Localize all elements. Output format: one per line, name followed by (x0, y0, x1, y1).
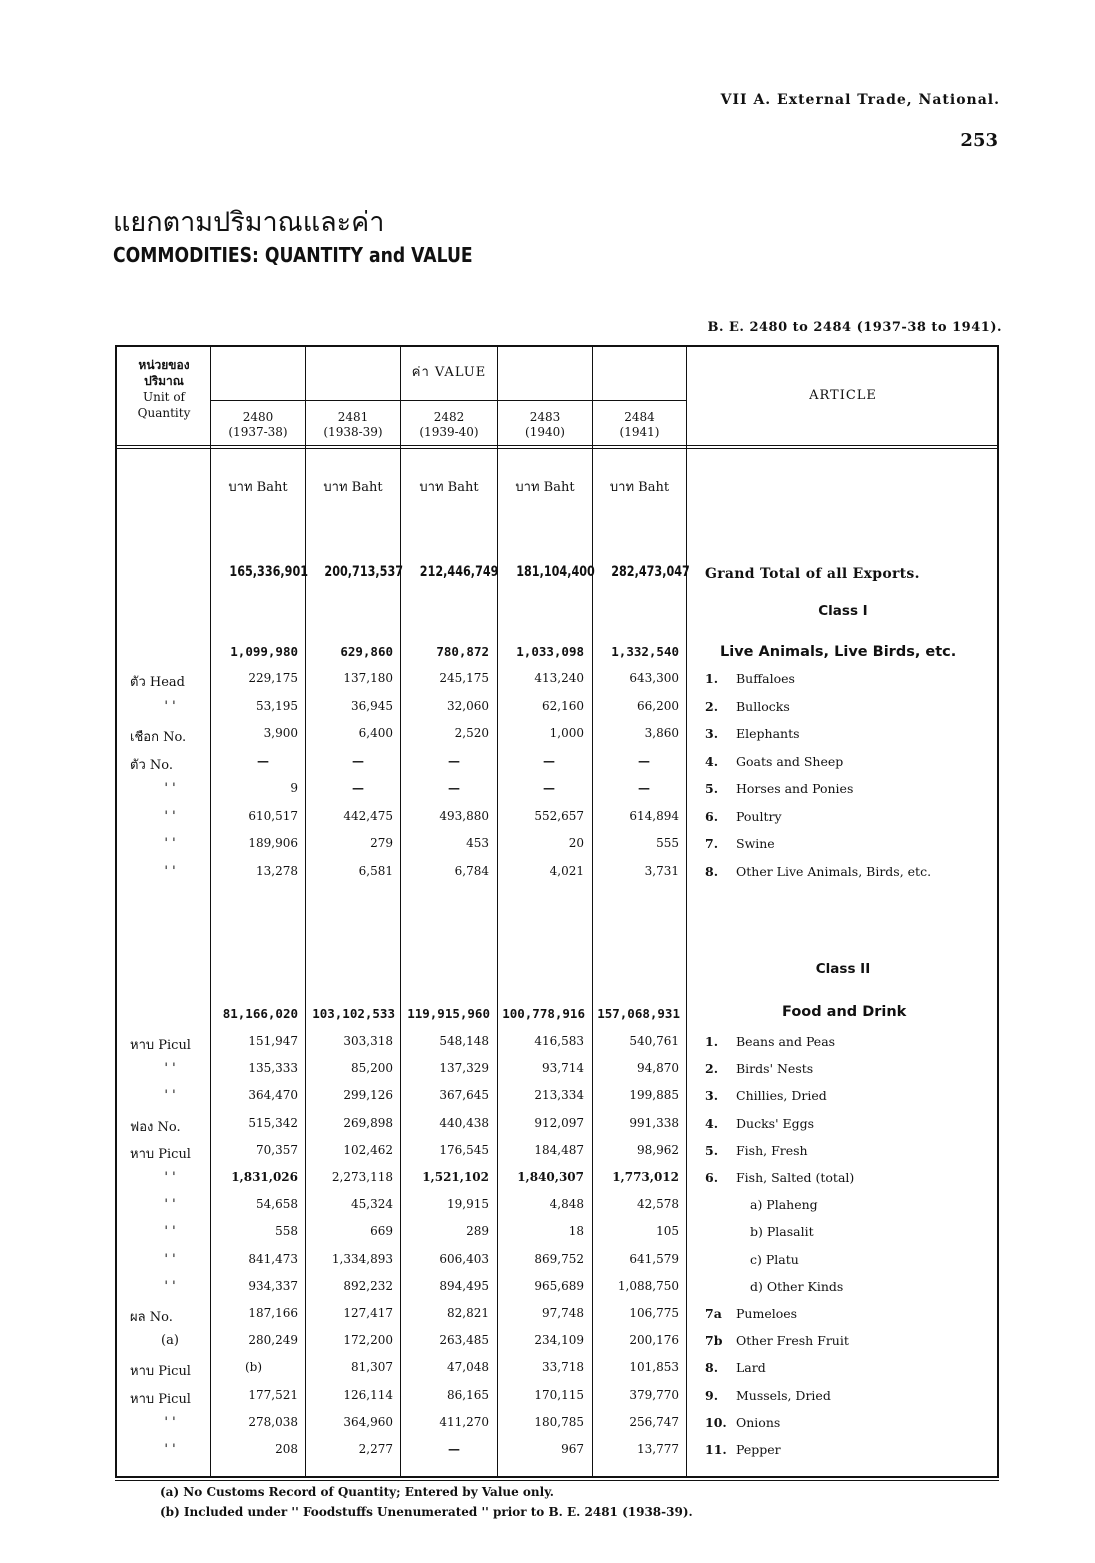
unit-of-quantity: ' ' (164, 863, 176, 879)
class-total: 81,166,020 (222, 1006, 298, 1021)
class-total: 629,860 (340, 644, 393, 659)
year-ad: (1940) (525, 425, 565, 439)
value-cell: 1,840,307 (517, 1170, 584, 1184)
value-cell: 93,714 (542, 1061, 584, 1076)
article-name: Ducks' Eggs (736, 1115, 815, 1131)
value-cell: 36,945 (351, 698, 393, 713)
year-header (594, 410, 685, 440)
unit-of-quantity: ตัว No. (130, 757, 173, 773)
article-name: Beans and Peas (736, 1034, 836, 1049)
value-cell: 54,658 (256, 1197, 298, 1212)
year-ad: (1937-38) (228, 425, 288, 439)
value-cell: — (257, 753, 269, 768)
article-name: Bullocks (736, 698, 790, 714)
value-cell: 555 (656, 836, 679, 850)
article-number: 2. (705, 1061, 719, 1077)
value-cell: 20 (568, 836, 584, 850)
unit-of-quantity: หาบ Picul (130, 1146, 191, 1162)
article-name: Swine (736, 836, 775, 851)
year-be: 2482 (433, 410, 465, 424)
value-cell: 245,175 (439, 671, 489, 685)
value-cell: 177,521 (248, 1387, 298, 1402)
article-number: 2. (705, 698, 719, 714)
year-ad: (1941) (619, 425, 660, 439)
unit-of-quantity: ' ' (164, 1251, 176, 1267)
value-cell: 892,232 (343, 1278, 393, 1293)
year-ad: (1938-39) (323, 425, 383, 439)
value-cell: 379,770 (629, 1387, 679, 1402)
table-bottom-double-rule (115, 1480, 999, 1481)
unit-header-thai: ปริมาณ (144, 374, 184, 388)
value-cell: 82,821 (447, 1306, 489, 1320)
page-title-thai: แยกตามปริมาณและค่า (113, 207, 385, 238)
unit-of-quantity: ' ' (164, 1414, 176, 1430)
article-number: 1. (705, 671, 719, 686)
value-cell: 614,894 (629, 808, 679, 823)
value-cell: 3,860 (644, 726, 679, 740)
value-cell: 841,473 (248, 1251, 298, 1266)
value-cell: 135,333 (248, 1061, 298, 1076)
value-cell: 97,748 (542, 1306, 584, 1320)
article-name: c) Platu (750, 1251, 799, 1267)
header-rule (211, 400, 686, 401)
article-name: Mussels, Dried (736, 1387, 831, 1403)
value-cell: 94,870 (637, 1061, 679, 1076)
currency-label: บาท Baht (515, 480, 575, 495)
class-total: 1,033,098 (516, 644, 584, 659)
value-cell: 1,000 (549, 726, 584, 740)
value-cell: 367,645 (439, 1088, 489, 1103)
value-cell: 912,097 (534, 1115, 584, 1130)
value-cell: 213,334 (534, 1088, 584, 1103)
unit-of-quantity: ' ' (164, 808, 176, 824)
article-name: b) Plasalit (750, 1224, 814, 1240)
year-be: 2481 (337, 410, 369, 424)
value-cell: 180,785 (534, 1414, 584, 1429)
page-number: 253 (960, 130, 998, 151)
value-cell: 364,960 (343, 1414, 393, 1429)
currency-label: บาท Baht (323, 480, 383, 495)
article-name: Birds' Nests (736, 1061, 814, 1077)
value-cell: 1,773,012 (612, 1170, 679, 1184)
value-cell: 643,300 (629, 671, 679, 685)
value-cell: 137,180 (343, 671, 393, 685)
article-name: Fish, Fresh (736, 1142, 808, 1158)
article-name: Pumeloes (736, 1306, 798, 1321)
value-cell: 32,060 (447, 698, 489, 713)
unit-of-quantity: (a) (161, 1333, 179, 1349)
value-cell: 101,853 (629, 1360, 679, 1375)
value-cell: 894,495 (439, 1278, 489, 1293)
currency-label: บาท Baht (228, 480, 288, 495)
value-cell: 189,906 (248, 836, 298, 850)
unit-header (118, 357, 210, 421)
article-number: 7a (705, 1306, 722, 1321)
value-cell: 280,249 (248, 1333, 298, 1348)
year-be: 2480 (242, 410, 274, 424)
value-cell: 4,021 (549, 863, 584, 878)
article-number: 10. (705, 1414, 727, 1430)
value-cell: 86,165 (447, 1387, 489, 1402)
grand-total-value: 165,336,901 (229, 564, 309, 580)
article-name: Fish, Salted (total) (736, 1170, 855, 1185)
year-be: 2484 (624, 410, 655, 424)
article-number: 1. (705, 1034, 719, 1049)
value-cell: — (448, 753, 460, 768)
value-cell: 33,718 (542, 1360, 584, 1375)
value-cell: 3,900 (263, 726, 298, 740)
class-total: 103,102,533 (312, 1006, 395, 1021)
value-cell: 493,880 (439, 808, 489, 823)
article-name: Horses and Ponies (736, 781, 854, 796)
value-cell: 364,470 (248, 1088, 298, 1103)
value-cell: 200,176 (629, 1333, 679, 1348)
header-rule (117, 445, 997, 446)
article-number: 7. (705, 836, 719, 851)
class-title: Food and Drink (782, 1004, 907, 1020)
value-cell: 2,273,118 (331, 1170, 393, 1184)
value-cell: — (352, 781, 364, 795)
class-total: 1,332,540 (611, 644, 679, 659)
column-divider (210, 347, 211, 1476)
unit-of-quantity: ตัว Head (130, 675, 185, 690)
value-cell: 176,545 (439, 1142, 489, 1157)
column-divider (592, 347, 593, 1476)
article-name: Poultry (736, 808, 782, 824)
value-cell: 85,200 (351, 1061, 393, 1076)
year-range: B. E. 2480 to 2484 (1937-38 to 1941). (707, 320, 1002, 335)
value-cell: 299,126 (343, 1088, 393, 1103)
value-cell: 2,277 (358, 1442, 393, 1456)
value-cell: 18 (568, 1224, 584, 1239)
article-number: 9. (705, 1387, 719, 1403)
article-number: 5. (705, 1142, 719, 1158)
value-cell: 127,417 (343, 1306, 393, 1320)
article-number: 6. (705, 808, 719, 824)
value-cell: 6,784 (454, 863, 489, 878)
value-cell: 229,175 (248, 671, 298, 685)
value-cell: 289 (466, 1224, 489, 1239)
value-cell: 1,088,750 (617, 1278, 679, 1293)
article-number: 3. (705, 726, 719, 741)
unit-header-thai: หน่วยของ (138, 358, 190, 372)
article-name: Chillies, Dried (736, 1088, 827, 1104)
value-cell: 256,747 (629, 1414, 679, 1429)
value-cell: 1,831,026 (231, 1170, 298, 1184)
value-cell: 126,114 (343, 1387, 393, 1402)
unit-of-quantity: หาบ Picul (130, 1364, 191, 1380)
year-be: 2483 (529, 410, 561, 424)
unit-of-quantity: ' ' (164, 1442, 176, 1457)
value-cell: 102,462 (343, 1142, 393, 1157)
value-cell: 869,752 (534, 1251, 584, 1266)
unit-of-quantity: หาบ Picul (130, 1038, 191, 1053)
value-cell: 303,318 (343, 1034, 393, 1048)
value-cell: — (448, 1442, 460, 1456)
unit-of-quantity: ' ' (164, 836, 176, 851)
unit-of-quantity: ' ' (164, 1061, 176, 1077)
value-cell: 98,962 (637, 1142, 679, 1157)
value-cell: 453 (466, 836, 489, 850)
value-cell: 965,689 (534, 1278, 584, 1293)
article-number: 7b (705, 1333, 723, 1349)
value-cell: 413,240 (534, 671, 584, 685)
value-cell: 137,329 (439, 1061, 489, 1076)
value-cell: (b) (245, 1360, 263, 1375)
unit-of-quantity: ' ' (164, 1197, 176, 1213)
year-header (307, 410, 399, 440)
value-cell: 70,357 (256, 1142, 298, 1157)
class-title: Live Animals, Live Birds, etc. (720, 644, 957, 660)
value-cell: 105 (656, 1224, 679, 1239)
unit-of-quantity: หาบ Picul (130, 1391, 191, 1407)
value-cell: — (543, 781, 555, 795)
value-cell: 278,038 (248, 1414, 298, 1429)
value-cell: 151,947 (248, 1034, 298, 1048)
article-number: 8. (705, 863, 719, 879)
value-cell: 558 (275, 1224, 298, 1239)
value-cell: 641,579 (629, 1251, 679, 1266)
value-cell: 515,342 (248, 1115, 298, 1130)
article-number: 8. (705, 1360, 719, 1376)
value-cell: 42,578 (637, 1197, 679, 1212)
article-name: a) Plaheng (750, 1197, 818, 1213)
article-name: Lard (736, 1360, 766, 1376)
value-cell: 234,109 (534, 1333, 584, 1348)
article-number: 3. (705, 1088, 719, 1104)
column-divider (686, 347, 687, 1476)
article-name: Onions (736, 1414, 781, 1430)
value-cell: — (448, 781, 460, 795)
class-total: 1,099,980 (230, 644, 298, 659)
unit-of-quantity: ' ' (164, 1224, 176, 1240)
value-cell: 172,200 (343, 1333, 393, 1348)
value-cell: 106,775 (629, 1306, 679, 1320)
year-ad: (1939-40) (419, 425, 479, 439)
value-cell: 170,115 (534, 1387, 584, 1402)
value-cell: 263,485 (439, 1333, 489, 1348)
article-name: Buffaloes (736, 671, 795, 686)
article-name: Other Live Animals, Birds, etc. (736, 863, 932, 879)
grand-total-value: 200,713,537 (324, 564, 404, 580)
article-name: Pepper (736, 1442, 781, 1457)
value-cell: 416,583 (534, 1034, 584, 1048)
value-cell: 13,278 (256, 863, 298, 878)
grand-total-label: Grand Total of all Exports. (705, 566, 920, 582)
unit-of-quantity: ฟอง No. (130, 1119, 181, 1135)
class-label: Class I (818, 603, 868, 619)
value-cell: 610,517 (248, 808, 298, 823)
value-cell: 548,148 (439, 1034, 489, 1048)
currency-label: บาท Baht (419, 480, 479, 495)
value-cell: 6,400 (358, 726, 393, 740)
grand-total-value: 181,104,400 (516, 564, 595, 580)
footnote-b: (b) Included under '' Foodstuffs Unenumerated '' prior to B. E. 2481 (1938-39). (160, 1505, 693, 1519)
article-name: d) Other Kinds (750, 1278, 844, 1294)
value-cell: 187,166 (248, 1306, 298, 1320)
article-name: Elephants (736, 726, 800, 741)
grand-total-value: 282,473,047 (611, 564, 690, 580)
article-name: Other Fresh Fruit (736, 1333, 849, 1349)
value-cell: — (543, 753, 555, 768)
article-header: ARTICLE (809, 388, 877, 403)
value-cell: 606,403 (439, 1251, 489, 1266)
value-cell: 552,657 (534, 808, 584, 823)
value-cell: 2,520 (454, 726, 489, 740)
class-total: 100,778,916 (502, 1006, 585, 1021)
value-cell: 199,885 (629, 1088, 679, 1103)
value-cell: — (638, 753, 650, 768)
year-header (402, 410, 496, 440)
value-cell: 540,761 (629, 1034, 679, 1048)
article-number: 5. (705, 781, 719, 796)
value-cell: 440,438 (439, 1115, 489, 1130)
article-number: 4. (705, 1115, 719, 1131)
class-total: 157,068,931 (597, 1006, 680, 1021)
value-cell: 62,160 (542, 698, 584, 713)
unit-header-en: Quantity (137, 406, 191, 420)
column-divider (400, 347, 401, 1476)
value-cell: 669 (370, 1224, 393, 1239)
unit-of-quantity: ' ' (164, 1088, 176, 1104)
value-cell: 442,475 (343, 808, 393, 823)
value-cell: — (638, 781, 650, 795)
value-cell: 967 (561, 1442, 584, 1456)
unit-of-quantity: ' ' (164, 698, 176, 714)
article-name: Goats and Sheep (736, 753, 844, 769)
value-cell: 81,307 (351, 1360, 393, 1375)
value-cell: 66,200 (637, 698, 679, 713)
unit-of-quantity: เชือก No. (130, 730, 187, 745)
unit-header-en: Unit of (143, 390, 185, 404)
value-cell: 19,915 (447, 1197, 489, 1212)
year-header (212, 410, 304, 440)
page-title: COMMODITIES: QUANTITY and VALUE (113, 243, 473, 267)
class-total: 780,872 (436, 644, 489, 659)
unit-of-quantity: ' ' (164, 1278, 176, 1294)
value-cell: 208 (275, 1442, 298, 1456)
grand-total-value: 212,446,749 (419, 564, 499, 580)
value-cell: 9 (290, 781, 298, 795)
footnote-a: (a) No Customs Record of Quantity; Entered by Value only. (160, 1485, 554, 1499)
column-divider (305, 347, 306, 1476)
value-cell: 4,848 (549, 1197, 584, 1212)
article-number: 6. (705, 1170, 719, 1185)
value-cell: 269,898 (343, 1115, 393, 1130)
section-header: VII A. External Trade, National. (720, 92, 1000, 108)
value-cell: 47,048 (447, 1360, 489, 1375)
class-label: Class II (815, 961, 871, 977)
unit-of-quantity: ' ' (164, 781, 176, 796)
value-cell: 45,324 (351, 1197, 393, 1212)
value-cell: 279 (370, 836, 393, 850)
value-cell: 1,334,893 (331, 1251, 393, 1266)
value-cell: 53,195 (256, 698, 298, 713)
header-rule (117, 448, 997, 449)
value-cell: 184,487 (534, 1142, 584, 1157)
article-number: 4. (705, 753, 719, 769)
currency-label: บาท Baht (609, 480, 670, 495)
value-cell: 411,270 (439, 1414, 489, 1429)
value-cell: 3,731 (644, 863, 679, 878)
value-cell: 991,338 (629, 1115, 679, 1130)
value-header: ค่า VALUE (411, 365, 487, 380)
value-cell: — (352, 753, 364, 768)
article-number: 11. (705, 1442, 727, 1457)
value-cell: 934,337 (248, 1278, 298, 1293)
unit-of-quantity: ' ' (164, 1170, 176, 1185)
value-cell: 1,521,102 (422, 1170, 489, 1184)
value-cell: 6,581 (358, 863, 393, 878)
class-total: 119,915,960 (407, 1006, 490, 1021)
value-cell: 13,777 (637, 1442, 679, 1456)
unit-of-quantity: ผล No. (130, 1310, 173, 1325)
column-divider (497, 347, 498, 1476)
year-header (499, 410, 591, 440)
